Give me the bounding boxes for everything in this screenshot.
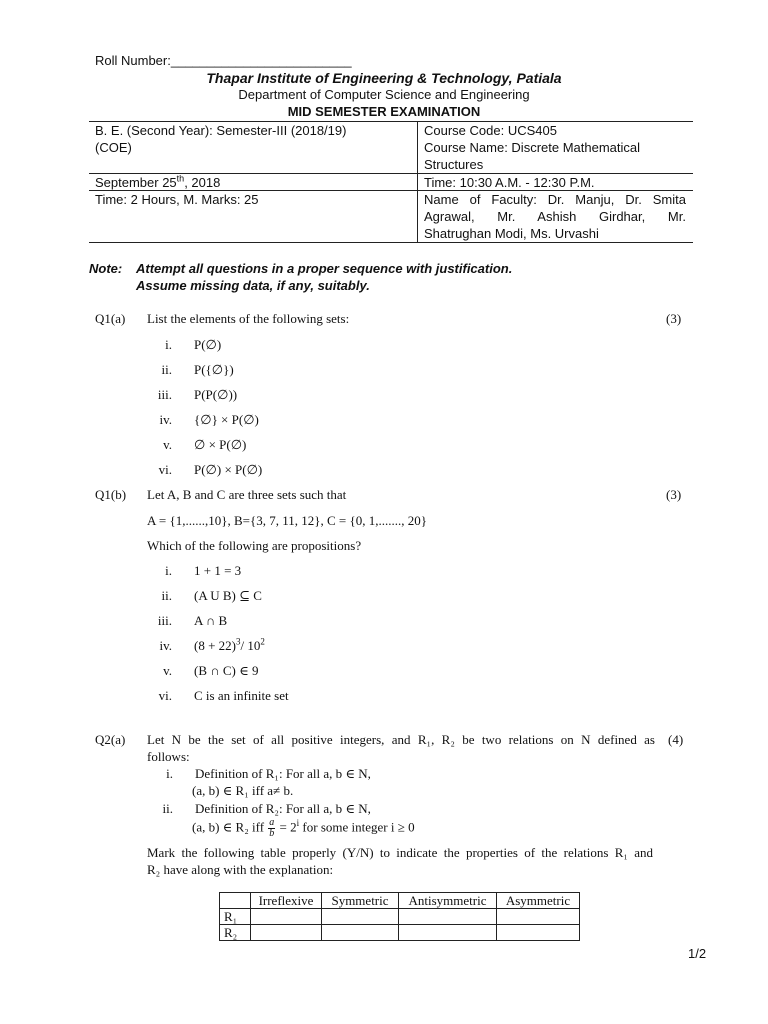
- list-item: A ∩ B: [194, 613, 228, 628]
- table-cell: R₂: [220, 925, 251, 941]
- list-item: ∅ × P(∅): [194, 437, 247, 452]
- question-intro-line-2: follows:: [147, 749, 190, 764]
- list-item-number: i.: [165, 337, 172, 352]
- faculty-line-2: Agrawal, Mr. Ashish Girdhar, Mr.: [424, 209, 686, 224]
- exam-date: September 25th, 2018: [95, 173, 221, 190]
- exam-time: Time: 10:30 A.M. - 12:30 P.M.: [424, 175, 595, 190]
- note-label: Note:: [89, 261, 123, 276]
- list-item-number: vi.: [158, 462, 172, 477]
- course-name-line-2: Structures: [424, 157, 484, 172]
- list-item-number: v.: [163, 663, 172, 678]
- list-item: {∅} × P(∅): [194, 412, 259, 427]
- course-code: Course Code: UCS405: [424, 123, 557, 138]
- table-header-row: [220, 893, 580, 909]
- list-item-number: iii.: [157, 387, 172, 402]
- note-line-2: Assume missing data, if any, suitably.: [136, 278, 370, 293]
- note-line-1: Attempt all questions in a proper sequence with justification.: [136, 261, 513, 276]
- table-cell: R₁: [220, 909, 251, 925]
- question-text: List the elements of the following sets:: [147, 311, 350, 326]
- table-header-cell: Irreflexive: [251, 893, 322, 909]
- faculty-line-1: Name of Faculty: Dr. Manju, Dr. Smita: [424, 192, 686, 207]
- table-cell[interactable]: [399, 925, 497, 941]
- definition-number: ii.: [162, 801, 173, 816]
- definition-r2-heading: Definition of R₂: For all a, b ∈ N,: [195, 801, 371, 816]
- table-header-cell: Asymmetric: [497, 893, 580, 909]
- question-marks: (3): [666, 311, 682, 326]
- definition-number: i.: [166, 766, 173, 781]
- institute-name: Thapar Institute of Engineering & Technology, Patiala: [206, 70, 562, 86]
- roll-number-field: Roll Number:_________________________: [95, 53, 352, 68]
- question-marks: (4): [668, 732, 684, 747]
- question-label: Q1(a): [95, 311, 126, 326]
- page-number: 1/2: [688, 946, 707, 961]
- table-cell[interactable]: [399, 909, 497, 925]
- table-cell[interactable]: [322, 909, 399, 925]
- list-item: P(∅): [194, 337, 222, 352]
- list-item: $(8 + 22)^3/$ $10^2$: [194, 636, 265, 653]
- exam-title: MID SEMESTER EXAMINATION: [287, 104, 481, 119]
- list-item-number: ii.: [161, 588, 172, 603]
- list-item-number: ii.: [161, 362, 172, 377]
- program-line-2: (COE): [95, 140, 132, 155]
- list-item-number: iii.: [157, 613, 172, 628]
- list-item: P({∅}): [194, 362, 234, 377]
- definition-r2-body: (a, b) ∈ R₂ iff $\frac{a}{b}$ = $2^i$ for some integer i ≥ 0: [192, 817, 415, 839]
- duration-marks: Time: 2 Hours, M. Marks: 25: [95, 192, 259, 207]
- list-item: (B ∩ C) ∈ 9: [194, 663, 259, 678]
- table-header-cell: [220, 893, 251, 909]
- department-name: Department of Computer Science and Engineering: [238, 87, 530, 102]
- question-intro-line-1: Let N be the set of all positive integers, and R₁, R₂ be two relations on N defined as: [147, 732, 655, 747]
- instruction-line-1: Mark the following table properly (Y/N) to indicate the properties of the relations R₁ and: [147, 845, 653, 860]
- question-label: Q2(a): [95, 732, 126, 747]
- list-item: (A U B) ⊆ C: [194, 588, 262, 603]
- list-item: C is an infinite set: [194, 688, 289, 703]
- question-label: Q1(b): [95, 487, 127, 502]
- definition-r1-body: (a, b) ∈ R₁ iff a≠ b.: [192, 783, 294, 798]
- table-cell[interactable]: [497, 909, 580, 925]
- table-row: [220, 909, 580, 925]
- instruction-line-2: R₂ have along with the explanation:: [147, 862, 334, 877]
- table-cell[interactable]: [251, 909, 322, 925]
- list-item-number: vi.: [158, 688, 172, 703]
- table-cell[interactable]: [497, 925, 580, 941]
- table-cell[interactable]: [251, 925, 322, 941]
- course-name-line-1: Course Name: Discrete Mathematical: [424, 140, 641, 155]
- list-item: P(P(∅)): [194, 387, 238, 402]
- list-item: P(∅) × P(∅): [194, 462, 263, 477]
- table-header-cell: Symmetric: [322, 893, 399, 909]
- question-text: Let A, B and C are three sets such that: [147, 487, 347, 502]
- list-item-number: i.: [165, 563, 172, 578]
- fraction-a-over-b: $\frac{a}{b}$: [269, 817, 275, 839]
- table-row: [220, 925, 580, 941]
- list-item-number: v.: [163, 437, 172, 452]
- table-header-cell: Antisymmetric: [399, 893, 497, 909]
- set-definitions: A = {1,......,10}, B={3, 7, 11, 12}, C = {0, 1,......., 20}: [147, 513, 427, 528]
- program-line-1: B. E. (Second Year): Semester-III (2018/19): [95, 123, 347, 138]
- definition-r1-heading: Definition of R₁: For all a, b ∈ N,: [195, 766, 371, 781]
- faculty-line-3: Shatrughan Modi, Ms. Urvashi: [424, 226, 599, 241]
- list-item: 1 + 1 = 3: [194, 563, 242, 578]
- relation-properties-table: [219, 892, 580, 941]
- list-item-number: iv.: [159, 638, 172, 653]
- question-marks: (3): [666, 487, 682, 502]
- table-cell[interactable]: [322, 925, 399, 941]
- question-prompt: Which of the following are propositions?: [147, 538, 362, 553]
- list-item-number: iv.: [159, 412, 172, 427]
